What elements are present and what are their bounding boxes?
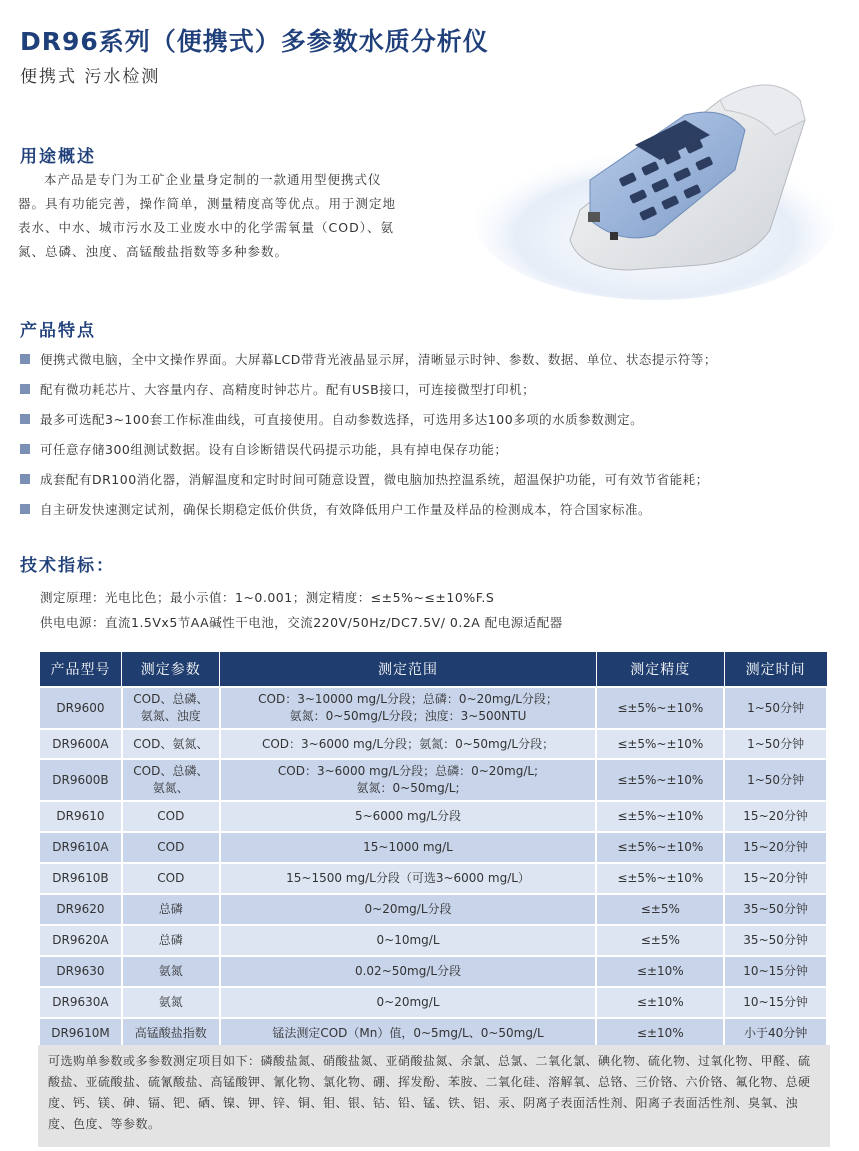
cell-precision: ≤±5% <box>596 894 724 925</box>
cell-params: COD <box>122 832 220 863</box>
square-bullet-icon <box>20 354 30 364</box>
col-params: 测定参数 <box>122 652 220 688</box>
overview-text: 本产品是专门为工矿企业量身定制的一款通用型便携式仪器。具有功能完善，操作简单，测量精度高等优点。用于测定地表水、中水、城市污水及工业废水中的化学需氧量（COD）、氨氮、总磷、浊度、高锰酸盐指数等多种参数。 <box>18 172 397 259</box>
spec-principle: 测定原理：光电比色；最小示值：1~0.001；测定精度：≤±5%~≤±10%F.S <box>40 590 495 605</box>
spec-power: 供电电源：直流1.5Vx5节AA碱性干电池，交流220V/50Hz/DC7.5V/ 0.2A 配电源适配器 <box>40 615 563 630</box>
cell-precision: ≤±10% <box>596 956 724 987</box>
table-row <box>39 832 827 863</box>
cell-precision: ≤±5%~±10% <box>596 687 724 729</box>
cell-model: DR9610A <box>39 832 122 863</box>
col-model: 产品型号 <box>39 652 122 688</box>
cell-model: DR9610B <box>39 863 122 894</box>
cell-range: 15~1000 mg/L <box>220 832 597 863</box>
cell-params: 高锰酸盐指数 <box>122 1018 220 1049</box>
cell-model: DR9610M <box>39 1018 122 1049</box>
cell-params: COD、总磷、 氨氮、浊度 <box>122 687 220 729</box>
cell-time: 15~20分钟 <box>724 863 827 894</box>
cell-model: DR9600B <box>39 759 122 801</box>
cell-params: COD、氨氮、 <box>122 729 220 759</box>
cell-range: 0~20mg/L <box>220 987 597 1018</box>
table-row <box>39 687 827 729</box>
cell-model: DR9610 <box>39 801 122 832</box>
cell-params: 氨氮 <box>122 956 220 987</box>
cell-range: 5~6000 mg/L分段 <box>220 801 597 832</box>
table-row <box>39 894 827 925</box>
square-bullet-icon <box>20 474 30 484</box>
table-row <box>39 956 827 987</box>
square-bullet-icon <box>20 444 30 454</box>
cell-precision: ≤±10% <box>596 987 724 1018</box>
table-row <box>39 759 827 801</box>
cell-time: 小于40分钟 <box>724 1018 827 1049</box>
feature-item: 自主研发快速测定试剂，确保长期稳定低价供货，有效降低用户工作量及样品的检测成本，符合国家标准。 <box>20 494 850 524</box>
cell-precision: ≤±5%~±10% <box>596 832 724 863</box>
table-header-row <box>39 652 827 688</box>
cell-model: DR9630A <box>39 987 122 1018</box>
cell-params: 氨氮 <box>122 987 220 1018</box>
cell-precision: ≤±10% <box>596 1018 724 1049</box>
cell-range: 15~1500 mg/L分段（可选3~6000 mg/L） <box>220 863 597 894</box>
table-row <box>39 801 827 832</box>
table-row <box>39 925 827 956</box>
cell-time: 10~15分钟 <box>724 987 827 1018</box>
cell-precision: ≤±5% <box>596 925 724 956</box>
feature-item: 成套配有DR100消化器，消解温度和定时时间可随意设置，微电脑加热控温系统，超温保护功能，可有效节省能耗； <box>20 464 850 494</box>
features-heading: 产品特点 <box>20 321 96 341</box>
cell-params: COD、总磷、 氨氮、 <box>122 759 220 801</box>
cell-precision: ≤±5%~±10% <box>596 729 724 759</box>
cell-time: 1~50分钟 <box>724 729 827 759</box>
optional-params-note: 可选购单参数或多参数测定项目如下：磷酸盐氮、硝酸盐氮、亚硝酸盐氮、余氯、总氯、二氧化氯、碘化物、硫化物、过氧化物、甲醛、硫酸盐、亚硫酸盐、硫氰酸盐、高锰酸钾、氰化物、氯化物、硼、挥发酚、苯胺、二氧化硅、溶解氧、总铬、三价铬、六价铬、氟化物、总硬度、钙、镁、砷、镉、钯、硒、镍、钾、锌、铜、钼、银、钴、铅、锰、铁、铝、汞、阴离子表面活性剂、阳离子表面活性剂、臭氧、浊度、色度、等参数。 <box>38 1045 830 1147</box>
cell-time: 1~50分钟 <box>724 687 827 729</box>
cell-range: 0~20mg/L分段 <box>220 894 597 925</box>
features-list <box>20 344 850 524</box>
square-bullet-icon <box>20 414 30 424</box>
cell-time: 15~20分钟 <box>724 801 827 832</box>
square-bullet-icon <box>20 384 30 394</box>
cell-range: 0.02~50mg/L分段 <box>220 956 597 987</box>
cell-model: DR9620 <box>39 894 122 925</box>
cell-time: 10~15分钟 <box>724 956 827 987</box>
feature-item: 可任意存储300组测试数据。设有自诊断错误代码提示功能，具有掉电保存功能； <box>20 434 850 464</box>
page-subtitle: 便携式 污水检测 <box>20 67 161 87</box>
cell-time: 35~50分钟 <box>724 925 827 956</box>
cell-params: 总磷 <box>122 925 220 956</box>
cell-precision: ≤±5%~±10% <box>596 801 724 832</box>
product-image <box>470 60 840 305</box>
overview-heading: 用途概述 <box>20 147 96 167</box>
cell-params: 总磷 <box>122 894 220 925</box>
cell-model: DR9600A <box>39 729 122 759</box>
cell-time: 35~50分钟 <box>724 894 827 925</box>
cell-range: 锰法测定COD（Mn）值，0~5mg/L、0~50mg/L <box>220 1018 597 1049</box>
cell-params: COD <box>122 801 220 832</box>
table-row <box>39 729 827 759</box>
cell-range: COD：3~6000 mg/L分段；氨氮：0~50mg/L分段； <box>220 729 597 759</box>
spec-table <box>38 651 828 1050</box>
cell-range: COD：3~6000 mg/L分段；总磷：0~20mg/L; 氨氮：0~50mg/L; <box>220 759 597 801</box>
cell-time: 15~20分钟 <box>724 832 827 863</box>
col-range: 测定范围 <box>220 652 597 688</box>
col-precision: 测定精度 <box>596 652 724 688</box>
cell-range: 0~10mg/L <box>220 925 597 956</box>
table-row <box>39 987 827 1018</box>
page-title: DR96系列（便携式）多参数水质分析仪 <box>20 27 489 56</box>
specs-heading: 技术指标： <box>20 556 115 576</box>
cell-precision: ≤±5%~±10% <box>596 759 724 801</box>
feature-item: 便携式微电脑，全中文操作界面。大屏幕LCD带背光液晶显示屏，清晰显示时钟、参数、数据、单位、状态提示符等； <box>20 344 850 374</box>
cell-model: DR9630 <box>39 956 122 987</box>
cell-model: DR9600 <box>39 687 122 729</box>
square-bullet-icon <box>20 504 30 514</box>
feature-item: 最多可选配3~100套工作标准曲线，可直接使用。自动参数选择，可选用多达100多项的水质参数测定。 <box>20 404 850 434</box>
cell-params: COD <box>122 863 220 894</box>
cell-precision: ≤±5%~±10% <box>596 863 724 894</box>
table-row <box>39 863 827 894</box>
cell-range: COD：3~10000 mg/L分段；总磷：0~20mg/L分段； 氨氮：0~50mg/L分段；浊度：3~500NTU <box>220 687 597 729</box>
feature-item: 配有微功耗芯片、大容量内存、高精度时钟芯片。配有USB接口，可连接微型打印机； <box>20 374 850 404</box>
col-time: 测定时间 <box>724 652 827 688</box>
cell-model: DR9620A <box>39 925 122 956</box>
cell-time: 1~50分钟 <box>724 759 827 801</box>
